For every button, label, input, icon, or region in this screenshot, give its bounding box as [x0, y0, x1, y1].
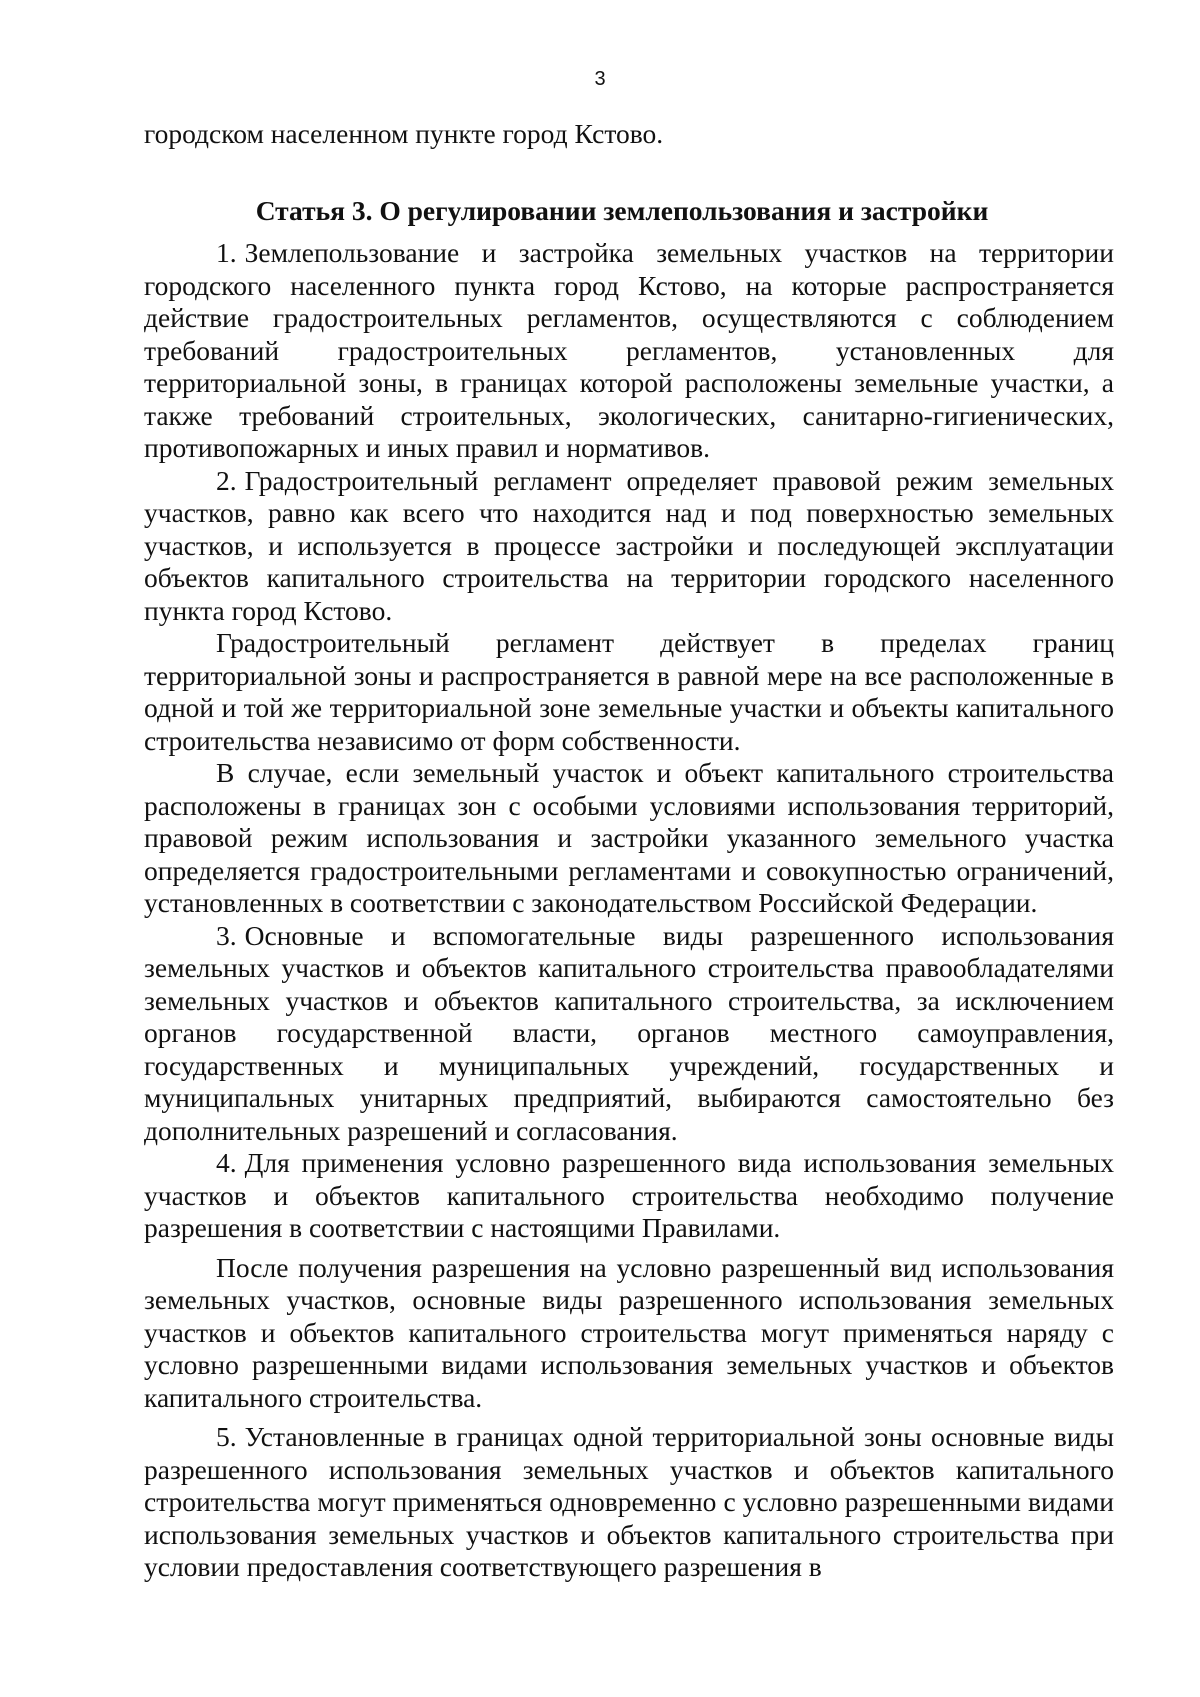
page-number: 3: [594, 68, 606, 90]
paragraph-2: [144, 465, 1114, 628]
lead-line: городском населенном пункте город Кстово.: [144, 118, 664, 149]
article-title: Статья 3. О регулировании землепользования и застройки: [255, 194, 989, 226]
paragraph-number: 5.: [216, 1421, 237, 1452]
paragraph-1: [144, 237, 1114, 465]
paragraph-5: [144, 1421, 1114, 1584]
paragraph-text: Градостроительный регламент определяет правовой режим земельных участков, равно как всего что находится над и под поверхностью земельных участков, и используется в процессе застройки и последующей эксплуатации объектов капитального строительства на территории городского населенного пункта город Кстово.: [144, 464, 1114, 626]
paragraph-number: 1.: [216, 237, 237, 268]
paragraph-2-continued-a: [144, 627, 1114, 757]
document-body: [144, 118, 1114, 1584]
paragraph-text: Землепользование и застройка земельных участков на территории городского населенного пункта город Кстово, на которые распространяется действие градостроительных регламентов, осуществляются с соблюдением требований градостроительных регламентов, установленных для территориальной зоны, в границах которой расположены земельные участки, а также требований строительных, экологических, санитарно-гигиенических, противопожарных и иных правил и нормативов.: [144, 237, 1114, 463]
paragraph-4: [144, 1147, 1114, 1245]
paragraph-3: [144, 920, 1114, 1148]
paragraph-text: Градостроительный регламент действует в пределах границ территориальной зоны и распространяется в равной мере на все расположенные в одной и той же территориальной зоне земельные участки и объекты капитального строительства независимо от форм собственности.: [144, 627, 1114, 756]
paragraph-text: Для применения условно разрешенного вида использования земельных участков и объектов капитального строительства необходимо получение разрешения в соответствии с настоящими Правилами.: [144, 1147, 1114, 1243]
paragraph-4-continued: [144, 1252, 1114, 1415]
paragraph-number: 4.: [216, 1147, 237, 1178]
paragraph-text: После получения разрешения на условно разрешенный вид использования земельных участков, основные виды разрешенного использования земельных участков и объектов капитального строительства могут применяться наряду с условно разрешенными видами использования земельных участков и объектов капитального строительства.: [144, 1251, 1114, 1413]
paragraph-text: В случае, если земельный участок и объект капитального строительства расположены в границах зон с особыми условиями использования территорий, правовой режим использования и застройки указанного земельного участка определяется градостроительными регламентами и совокупностью ограничений, установленных в соответствии с законодательством Российской Федерации.: [144, 757, 1114, 918]
paragraph-number: 2.: [216, 464, 237, 496]
paragraph-number: 3.: [216, 919, 237, 951]
paragraph-text: Основные и вспомогательные виды разрешенного использования земельных участков и объектов капитального строительства правообладателями земельных участков и объектов капитального строительства, за исключением органов государственной власти, органов местного самоуправления, государственных и муниципальных учреждений, государственных и муниципальных унитарных предприятий, выбираются самостоятельно без дополнительных разрешений и согласования.: [144, 919, 1114, 1146]
paragraph-2-continued-b: [144, 757, 1114, 920]
paragraph-text: Установленные в границах одной территориальной зоны основные виды разрешенного использования земельных участков и объектов капитального строительства могут применяться одновременно с условно разрешенными видами использования земельных участков и объектов капитального строительства при условии предоставления соответствующего разрешения в: [144, 1421, 1114, 1582]
